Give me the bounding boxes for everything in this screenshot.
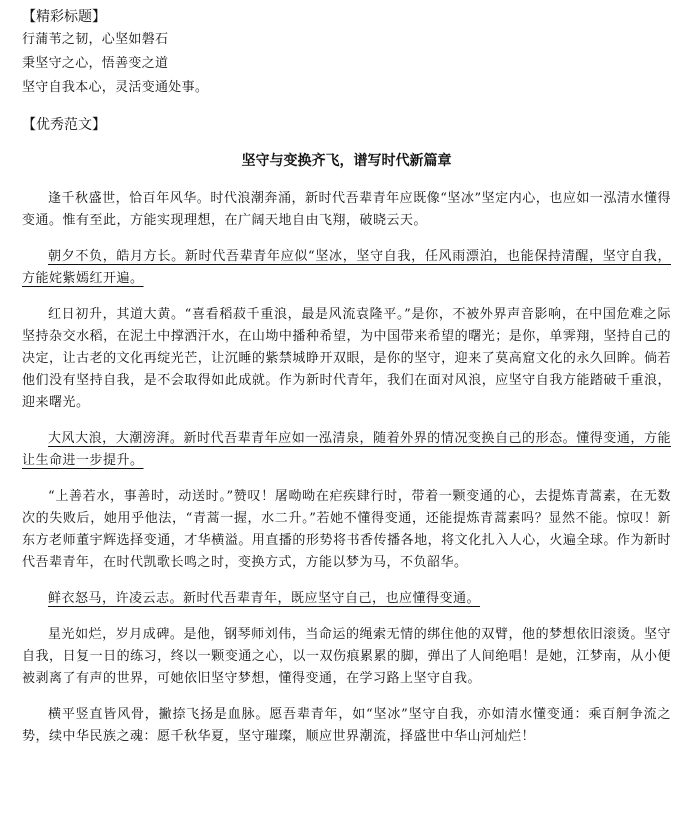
essay-paragraph-underlined: 朝夕不负，皓月方长。新时代吾辈青年应似“坚冰，坚守自我，任风雨漂泊，也能保持清醒，坚守自我，方能姹紫嫣红开遍。	[22, 249, 671, 286]
heading-line: 秉坚守之心，悟善变之道	[22, 56, 169, 71]
essay-title: 坚守与变换齐飞，谱写时代新篇章	[241, 153, 452, 169]
section-heading-essay: 【优秀范文】	[22, 117, 106, 133]
essay-paragraph: 逢千秋盛世，恰百年风华。时代浪潮奔涌，新时代吾辈青年应既像“坚冰”坚定内心，也应如一泓清水懂得变通。惟有至此，方能实现理想，在广阔天地自由飞翔，破晓云天。	[22, 191, 671, 228]
essay-paragraph: “上善若水，事善时，动送时。”赞叹！屠呦呦在疟疾肆行时，带着一颗变通的心，去提炼青蒿素，在无数次的失败后，她用乎他法，“青蒿一握，水二升。”若她不懂得变通，还能提炼青蒿素吗？显然不能。惊叹！新东方老师董宇辉选择变通，才华横溢。用直播的形势将书香传播各地，将文化扎入人心，火遍全球。作为新时代吾辈青年，在时代凯歌长鸣之时，变换方式，方能以梦为马，不负韶华。	[22, 489, 671, 570]
section-heading-titles: 【精彩标题】	[22, 9, 106, 25]
heading-line: 行蒲苇之韧，心坚如磐石	[22, 32, 169, 47]
essay-paragraph: 星光如烂，岁月成碑。是他，钢琴师刘伟，当命运的绳索无情的绑住他的双臂，他的梦想依旧滚烫。坚守自我，日复一日的练习，终以一颗变通之心，以一双伤痕累累的脚，弹出了人间绝唱！是她，江梦南，从小便被剥离了有声的世界，可她依旧坚守梦想，懂得变通，在学习路上坚守自我。	[22, 627, 671, 686]
essay-paragraph: 红日初升，其道大黄。“喜看稻菽千重浪，最是风流袁隆平。”是你，不被外界声音影响，在中国危难之际坚持杂交水稻，在泥土中撑洒汗水，在山坳中播种希望，为中国带来希望的曙光；是你，单霁翔，坚持自己的决定，让古老的文化再绽光芒，让沉睡的紫禁城睁开双眼，是你的坚守，迎来了莫高窟文化的永久回眸。倘若他们没有坚持自我，是不会取得如此成就。作为新时代青年，我们在面对风浪，应坚守自我方能踏破千重浪，迎来曙光。	[22, 307, 671, 410]
essay-paragraph-underlined: 鲜衣怒马，许凌云志。新时代吾辈青年，既应坚守自己，也应懂得变通。	[48, 591, 481, 606]
heading-line: 坚守自我本心，灵活变通处事。	[22, 80, 209, 95]
headings-list	[22, 28, 671, 100]
essay-paragraph: 横平竖直皆风骨，撇捺飞扬是血脉。愿吾辈青年，如“坚冰”坚守自我，亦如清水懂变通：乘百舸争流之势，续中华民族之魂：愿千秋华夏，坚守璀璨，顺应世界潮流，择盛世中华山河灿烂！	[22, 707, 671, 744]
essay-paragraph-underlined: 大风大浪，大潮滂湃。新时代吾辈青年应如一泓清泉，随着外界的情况变换自己的形态。懂得变通，方能让生命进一步提升。	[22, 431, 671, 468]
